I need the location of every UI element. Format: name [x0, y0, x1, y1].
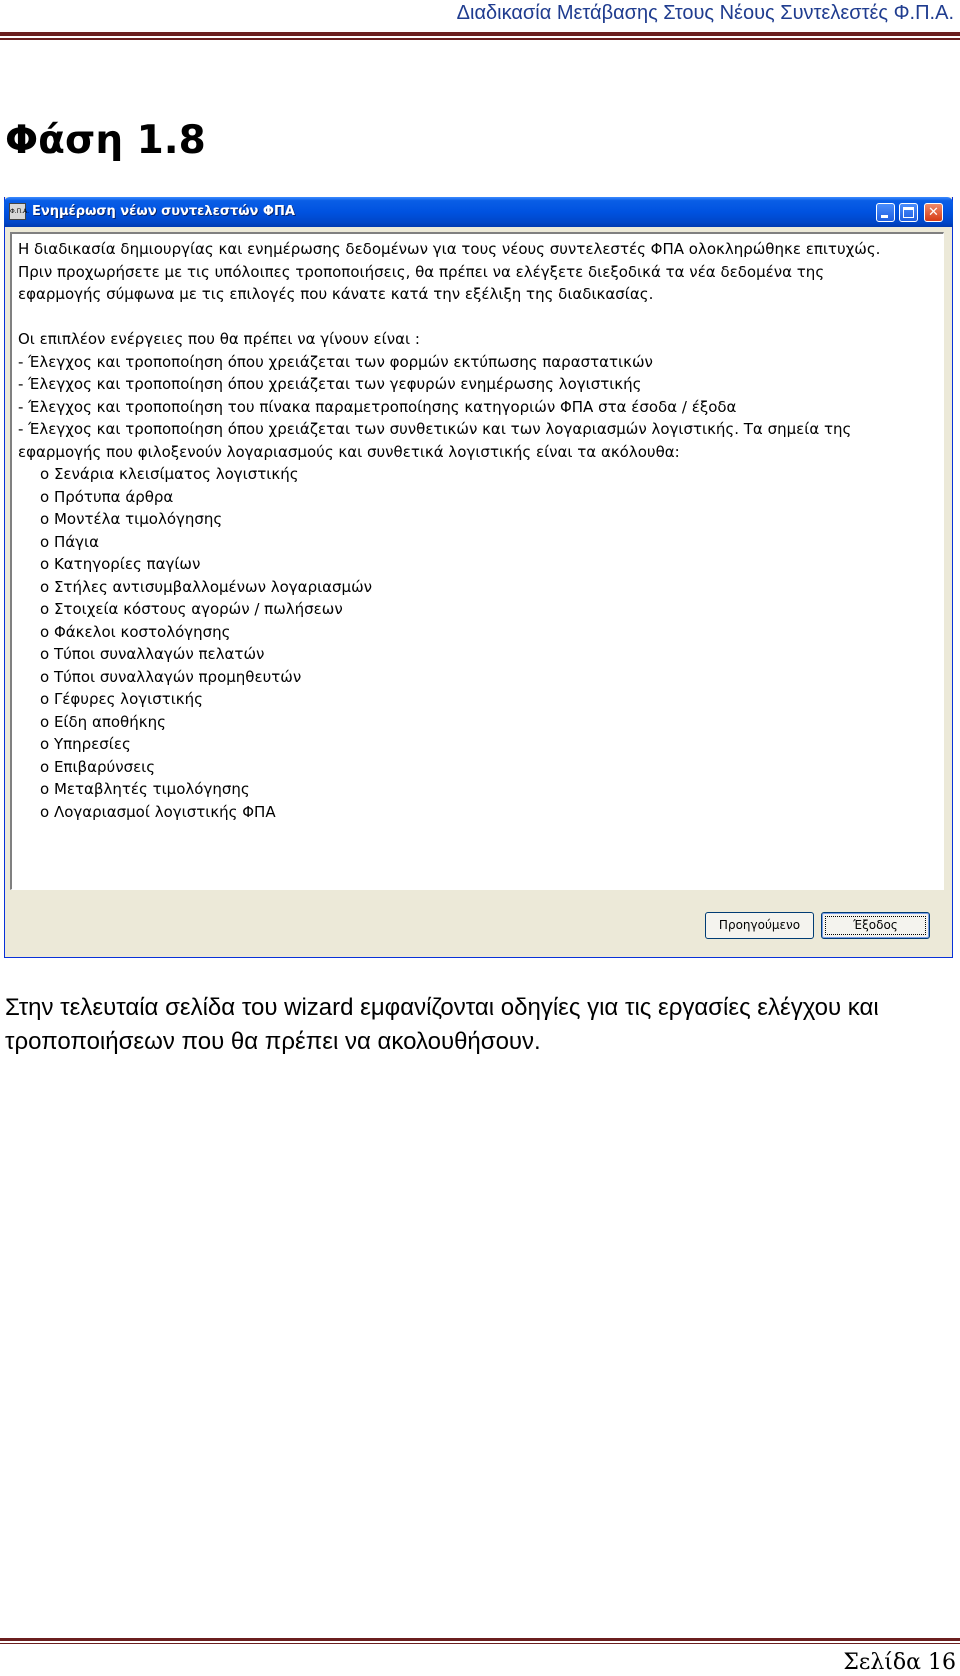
list-item: o Σενάρια κλεισίματος λογιστικής — [40, 465, 299, 483]
action-item: - Έλεγχος και τροποποίηση όπου χρειάζεται των συνθετικών και των λογαριασμών λογιστικής. Τα σημεία της — [18, 420, 852, 438]
maximize-icon — [903, 207, 914, 218]
header-rule-thin — [0, 38, 960, 40]
list-item: o Μεταβλητές τιμολόγησης — [40, 780, 250, 798]
action-item: - Έλεγχος και τροποποίηση του πίνακα παραμετροποίησης κατηγοριών ΦΠΑ στα έσοδα / έξοδα — [18, 397, 737, 416]
list-item: o Πάγια — [40, 532, 99, 551]
footer-rule — [0, 1638, 960, 1641]
list-item: o Φάκελοι κοστολόγησης — [40, 622, 231, 641]
close-icon: ✕ — [928, 205, 939, 220]
list-item: o Γέφυρες λογιστικής — [40, 690, 203, 708]
list-item: o Υπηρεσίες — [40, 735, 131, 753]
message-panel — [10, 232, 944, 890]
list-item: o Στοιχεία κόστους αγορών / πωλήσεων — [40, 600, 343, 618]
header-rule — [0, 32, 960, 36]
list-item: o Μοντέλα τιμολόγησης — [40, 510, 223, 528]
action-item: - Έλεγχος και τροποποίηση όπου χρειάζεται των φορμών εκτύπωσης παραστατικών — [18, 352, 653, 371]
footer-rule-thin — [0, 1643, 960, 1644]
exit-button[interactable] — [821, 912, 930, 939]
list-item: o Πρότυπα άρθρα — [40, 487, 174, 506]
focus-ring — [825, 916, 926, 935]
list-item: o Τύποι συναλλαγών προμηθευτών — [40, 667, 302, 686]
actions-continuation: εφαρμογής που φιλοξενούν λογαριασμούς και συνθετικά λογιστικής είναι τα ακόλουθα: — [18, 442, 680, 461]
dialog-titlebar[interactable] — [4, 197, 953, 227]
exit-button-label: Έξοδος — [853, 918, 898, 932]
dialog-window — [4, 197, 953, 958]
minimize-icon — [881, 215, 888, 218]
actions-intro: Οι επιπλέον ενέργειες που θα πρέπει να γίνουν είναι : — [18, 330, 420, 348]
message-line: εφαρμογής σύμφωνα με τις επιλογές που κάνατε κατά την εξέλιξη της διαδικασίας. — [18, 285, 654, 303]
phase-heading: Φάση 1.8 — [5, 118, 206, 163]
list-item: o Λογαριασμοί λογιστικής ΦΠΑ — [40, 802, 276, 821]
minimize-button[interactable] — [876, 203, 895, 222]
app-icon: Φ.Π.Α. — [9, 203, 26, 220]
message-line: Η διαδικασία δημιουργίας και ενημέρωσης δεδομένων για τους νέους συντελεστές ΦΠΑ ολοκληρώθηκε επιτυχώς. — [18, 240, 881, 258]
page-number: Σελίδα 16 — [843, 1650, 956, 1675]
list-item: o Κατηγορίες παγίων — [40, 555, 201, 573]
page-header — [0, 0, 960, 44]
message-line: Πριν προχωρήσετε με τις υπόλοιπες τροποποιήσεις, θα πρέπει να ελέγξετε διεξοδικά τα νέα δεδομένα της — [18, 262, 825, 281]
spacer — [18, 306, 937, 329]
list-item: o Επιβαρύνσεις — [40, 757, 156, 776]
list-item: o Στήλες αντισυμβαλλομένων λογαριασμών — [40, 577, 373, 596]
close-button[interactable] — [924, 203, 943, 222]
maximize-button[interactable] — [899, 203, 918, 222]
dialog-title: Ενημέρωση νέων συντελεστών ΦΠΑ — [32, 204, 295, 219]
list-item: o Τύποι συναλλαγών πελατών — [40, 645, 265, 663]
list-item: o Είδη αποθήκης — [40, 712, 166, 731]
action-item: - Έλεγχος και τροποποίηση όπου χρειάζεται των γεφυρών ενημέρωσης λογιστικής — [18, 375, 642, 393]
body-paragraph: Στην τελευταία σελίδα του wizard εμφανίζονται οδηγίες για τις εργασίες ελέγχου και τροποποιήσεων που θα πρέπει να ακολουθήσουν. — [5, 994, 879, 1055]
document-title: Διαδικασία Μετάβασης Στους Νέους Συντελεστές Φ.Π.Α. — [456, 2, 954, 24]
previous-button[interactable]: Προηγούμενο — [705, 912, 814, 939]
